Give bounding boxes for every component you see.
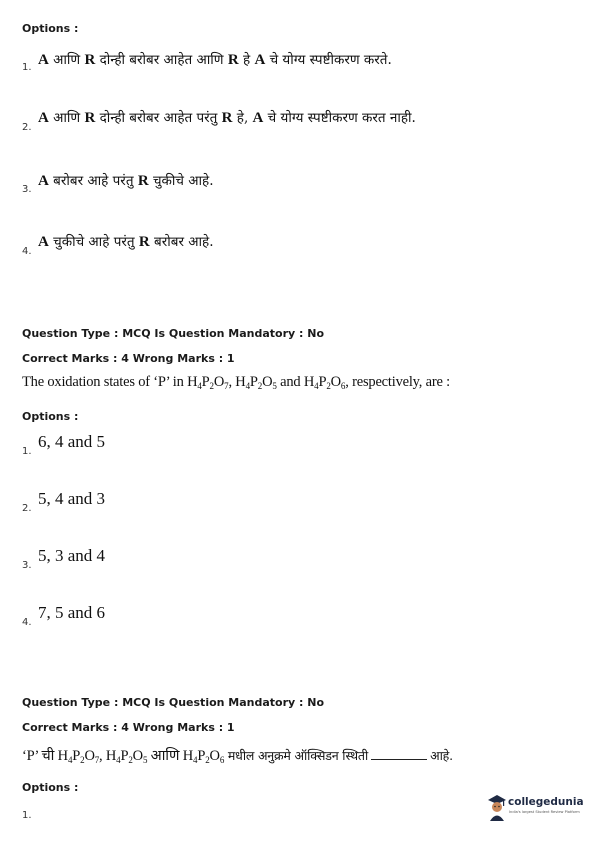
answer-blank	[371, 758, 427, 760]
options-label: Options :	[22, 22, 79, 35]
graduate-mascot-icon	[486, 792, 508, 822]
question-text: The oxidation states of ‘P’ in $H_4P_2O_7$, $H_4P_2O_5$ and $H_4P_2O_6$, respectively, are :	[22, 374, 450, 391]
options-label: Options :	[22, 410, 79, 423]
option-number: 4.	[22, 617, 32, 628]
option-2-text[interactable]: 5, 4 and 3	[38, 489, 106, 508]
logo-wordmark: collegedunia	[508, 796, 584, 808]
option-2-text[interactable]: A आणि R दोन्ही बरोबर आहेत परंतु R हे, A चे योग्य स्पष्टीकरण करत नाही.	[38, 110, 416, 126]
question-text: ‘P’ ची $H_4P_2O_7$, $H_4P_2O_5$ आणि $H_4P_2O_6$ मधील अनुक्रमे ऑक्सिडन स्थिती आहे.	[22, 748, 453, 765]
option-number: 3.	[22, 184, 32, 195]
option-number: 2.	[22, 122, 32, 133]
option-1-text[interactable]: A आणि R दोन्ही बरोबर आहेत आणि R हे A चे योग्य स्पष्टीकरण करते.	[38, 52, 392, 68]
question-type-line: Question Type : MCQ Is Question Mandatory : No	[22, 327, 325, 340]
option-number: 4.	[22, 246, 32, 257]
option-3-text[interactable]: A बरोबर आहे परंतु R चुकीचे आहे.	[38, 173, 214, 189]
option-number: 1.	[22, 810, 32, 821]
marks-line: Correct Marks : 4 Wrong Marks : 1	[22, 721, 235, 734]
option-number: 1.	[22, 446, 32, 457]
option-number: 3.	[22, 560, 32, 571]
option-number: 2.	[22, 503, 32, 514]
question-type-line: Question Type : MCQ Is Question Mandatory : No	[22, 696, 325, 709]
option-4-text[interactable]: A चुकीचे आहे परंतु R बरोबर आहे.	[38, 234, 214, 250]
option-1-text[interactable]: 6, 4 and 5	[38, 432, 106, 451]
option-4-text[interactable]: 7, 5 and 6	[38, 603, 106, 622]
option-number: 1.	[22, 62, 32, 73]
options-label: Options :	[22, 781, 79, 794]
option-3-text[interactable]: 5, 3 and 4	[38, 546, 106, 565]
marks-line: Correct Marks : 4 Wrong Marks : 1	[22, 352, 235, 365]
collegedunia-logo	[486, 792, 586, 826]
logo-tagline: India's largest Student Review Platform	[509, 810, 580, 814]
